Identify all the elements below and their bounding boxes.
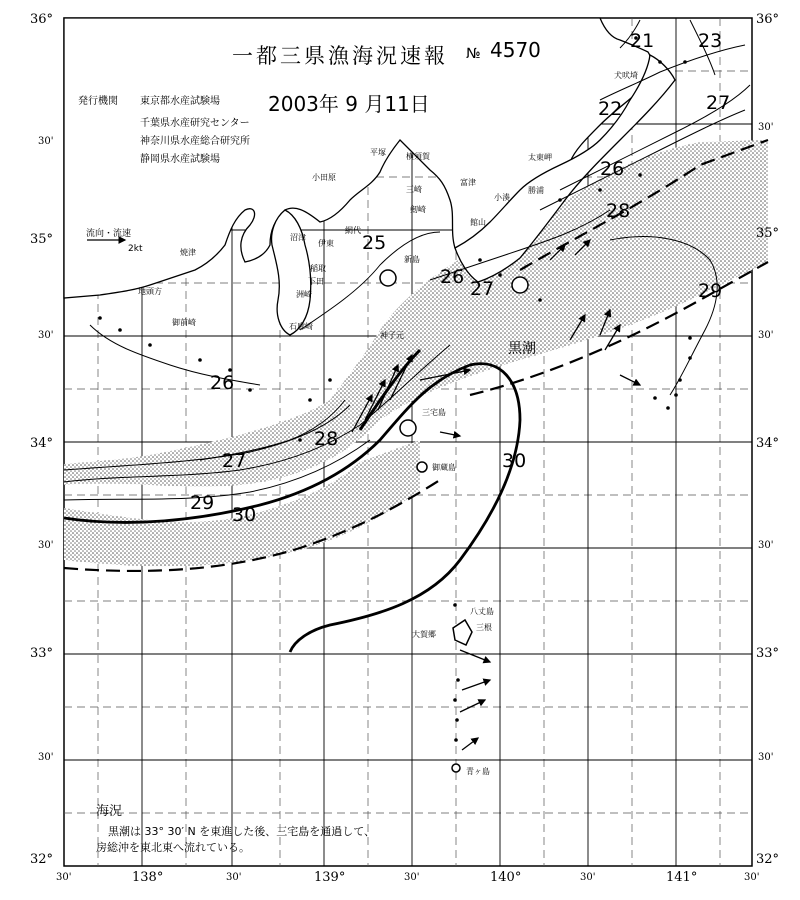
lat-label-3530-right: 30' [758, 122, 774, 133]
place-label: 勝浦 [528, 186, 544, 195]
place-label: 石廊崎 [289, 322, 313, 331]
issue-number: 4570 [490, 38, 541, 62]
lat-label-3430-right: 30' [758, 330, 774, 341]
lat-label-35-right: 35° [756, 226, 780, 241]
lon-label-14130: 30' [744, 872, 760, 883]
place-label: 神子元 [380, 331, 404, 340]
place-label: 稲取 [310, 264, 326, 273]
lat-label-3230-left: 30' [38, 752, 54, 763]
lon-label-13730: 30' [56, 872, 72, 883]
isotherm-label-30a: 30 [502, 450, 527, 472]
lat-label-3530-left: 30' [38, 136, 54, 147]
place-label: 三宅島 [422, 408, 446, 417]
note-line-1: 黒潮は 33° 30′ N を東進した後、三宅島を通過して、 [108, 825, 375, 838]
isotherm-label-26a: 26 [600, 158, 625, 180]
lat-label-35-left: 35° [30, 232, 54, 247]
place-label: 伊東 [318, 239, 334, 248]
lat-label-32-left: 32° [30, 852, 54, 867]
isotherm-label-28b: 28 [314, 428, 339, 450]
place-label: 館山 [470, 218, 486, 227]
isotherm-label-30b: 30 [232, 504, 257, 526]
place-label: 新島 [404, 255, 420, 264]
chart-title: 一都三県漁海況速報 [232, 44, 448, 68]
isotherm-label-27b: 27 [470, 278, 495, 300]
isotherm-label-29a: 29 [698, 280, 723, 302]
lat-label-32-right: 32° [756, 852, 780, 867]
issuer-3: 神奈川県水産総合研究所 [140, 136, 250, 147]
lat-label-36-right: 36° [756, 12, 780, 27]
lon-label-13830: 30' [226, 872, 242, 883]
lat-label-33-left: 33° [30, 646, 54, 661]
place-label: 剱崎 [410, 205, 426, 214]
isotherm-label-28a: 28 [606, 200, 631, 222]
lat-label-34-left: 34° [30, 436, 54, 451]
lat-label-3230-right: 30' [758, 752, 774, 763]
lon-label-13930: 30' [404, 872, 420, 883]
note-line-2: 房総沖を東北東へ流れている。 [96, 841, 250, 854]
place-label: 大賀郷 [412, 630, 436, 639]
lon-label-138: 138° [132, 870, 164, 885]
place-label: 御前崎 [172, 318, 196, 327]
place-label: 八丈島 [470, 607, 494, 616]
issuer-1: 東京都水産試験場 [140, 96, 220, 107]
isotherm-label-22: 22 [598, 98, 623, 120]
place-label: 三根 [476, 623, 492, 632]
issue-date: 2003年 9 月11日 [268, 92, 430, 116]
lat-label-3430-left: 30' [38, 330, 54, 341]
place-label: 太東岬 [528, 153, 552, 162]
place-label: 御蔵島 [432, 463, 456, 472]
place-label: 網代 [345, 226, 361, 235]
isotherm-label-29b: 29 [190, 492, 215, 514]
place-label: 三崎 [406, 185, 422, 194]
issuer-2: 千葉県水産研究センター [140, 118, 250, 129]
issue-label: № [466, 46, 481, 62]
issuer-label: 発行機関 [78, 96, 118, 107]
lon-label-141: 141° [666, 870, 698, 885]
isotherm-label-26c: 26 [210, 372, 235, 394]
place-label: 小湊 [494, 193, 510, 202]
place-label: 横須賀 [406, 152, 430, 161]
lat-label-33-right: 33° [756, 646, 780, 661]
lat-label-3330-left: 30' [38, 540, 54, 551]
isotherm-label-23: 23 [698, 30, 723, 52]
place-label: 沼津 [290, 233, 306, 242]
issuer-4: 静岡県水産試験場 [140, 154, 220, 165]
lat-label-36-left: 36° [30, 12, 54, 27]
note-heading: 海況 [96, 804, 123, 819]
place-label: 青ヶ島 [466, 767, 490, 776]
lat-label-34-right: 34° [756, 436, 780, 451]
lon-label-140: 140° [490, 870, 522, 885]
legend-speed: 2kt [128, 244, 143, 254]
place-label: 小田原 [312, 173, 336, 182]
place-label: 犬吠埼 [614, 71, 638, 80]
legend-label: 流向・流速 [86, 229, 132, 239]
place-label: 焼津 [180, 248, 196, 257]
place-label: 下田 [308, 277, 324, 286]
kuroshio-label: 黒潮 [508, 341, 536, 357]
lat-label-3330-right: 30' [758, 540, 774, 551]
isotherm-label-21: 21 [630, 30, 655, 52]
place-label: 富津 [460, 178, 476, 187]
isotherm-label-27a: 27 [706, 92, 731, 114]
lon-label-139: 139° [314, 870, 346, 885]
isotherm-label-25: 25 [362, 232, 387, 254]
isotherm-label-26b: 26 [440, 266, 465, 288]
lon-label-14030: 30' [580, 872, 596, 883]
isotherm-label-27c: 27 [222, 450, 247, 472]
place-label: 平塚 [370, 148, 386, 157]
place-label: 洲崎 [296, 290, 312, 299]
place-label: 地頭方 [138, 287, 162, 296]
